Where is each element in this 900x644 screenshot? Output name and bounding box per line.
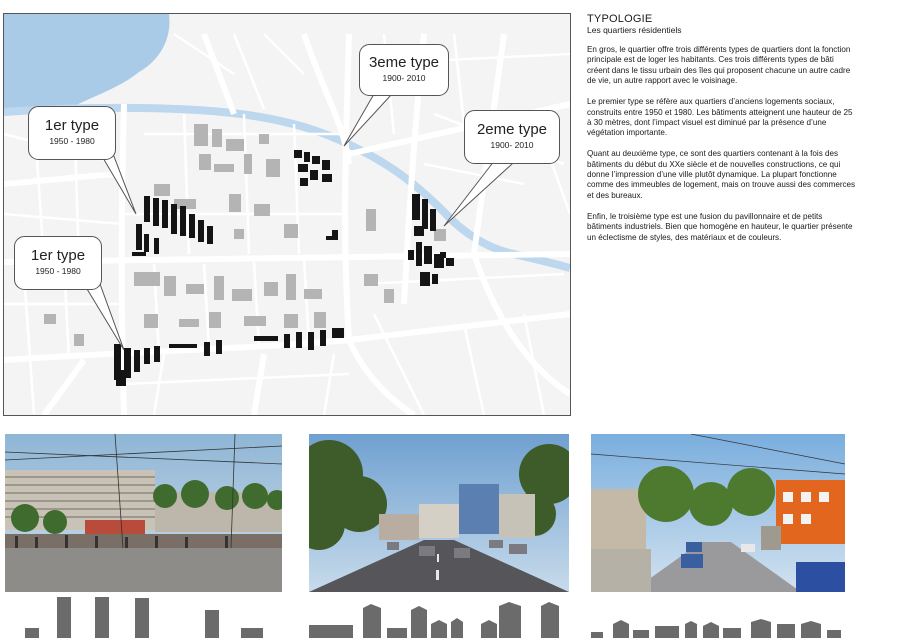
typology-text — [587, 13, 857, 254]
map-canvas — [4, 14, 570, 415]
callout-dates: 1950 - 1980 — [49, 136, 95, 146]
callout-dates: 1900- 2010 — [382, 73, 426, 83]
callout-type2 — [464, 110, 560, 164]
section-title: TYPOLOGIE — [587, 13, 653, 25]
skyline-type-3 — [591, 594, 845, 638]
paragraph-intro: En gros, le quartier offre trois différents types de quartiers dont la fonction principale est de loger les habitants. Ces trois différents types de bâti créent dans le tissu urbain des îles qui proposent chacune un autre cadre de vie, un autre rapport avec le voisinage. — [587, 45, 851, 86]
callout-type3 — [359, 44, 449, 96]
callout-title: 3eme type — [368, 54, 440, 71]
callout-title: 1er type — [44, 117, 100, 134]
section-subtitle: Les quartiers résidentiels — [587, 25, 682, 35]
callout-type1-south — [14, 236, 102, 290]
callout-dates: 1900- 2010 — [490, 140, 534, 150]
paragraph-type1: Le premier type se réfère aux quartiers d’anciens logements sociaux, construits entre 1950 et 1980. Les bâtiments atteignent une hauteur de 25 à 30 mètres, dont l’impact visuel est diminué par la présence d’une végétation importante. — [587, 97, 853, 138]
street-photo-type-1 — [5, 434, 282, 592]
callout-dates: 1950 - 1980 — [35, 266, 81, 276]
paragraph-type2: Quant au deuxième type, ce sont des quartiers contenant à la fois des bâtiments du début du XXe siècle et de nouvelles constructions, ce qui donne l’impression d’une ville plutôt dynamique. La plupart fonctionne comme des immeubles de logement, mais on trouve aussi des commerces et des bureaux. — [587, 149, 856, 200]
callout-title: 2eme type — [476, 121, 548, 138]
street-photo-type-3 — [591, 434, 845, 592]
neighborhood-map — [3, 13, 571, 416]
street-photo-type-2 — [309, 434, 569, 592]
callout-title: 1er type — [30, 247, 86, 264]
skyline-type-1 — [5, 594, 282, 638]
paragraph-type3: Enfin, le troisième type est une fusion du pavillonnaire et de petits bâtiments industriels. Bien que homogène en hauteur, le quartier présente un éclectisme de styles, des matériaux et de couleurs. — [587, 211, 853, 242]
callout-type1-north — [28, 106, 116, 160]
skyline-type-2 — [309, 594, 569, 638]
